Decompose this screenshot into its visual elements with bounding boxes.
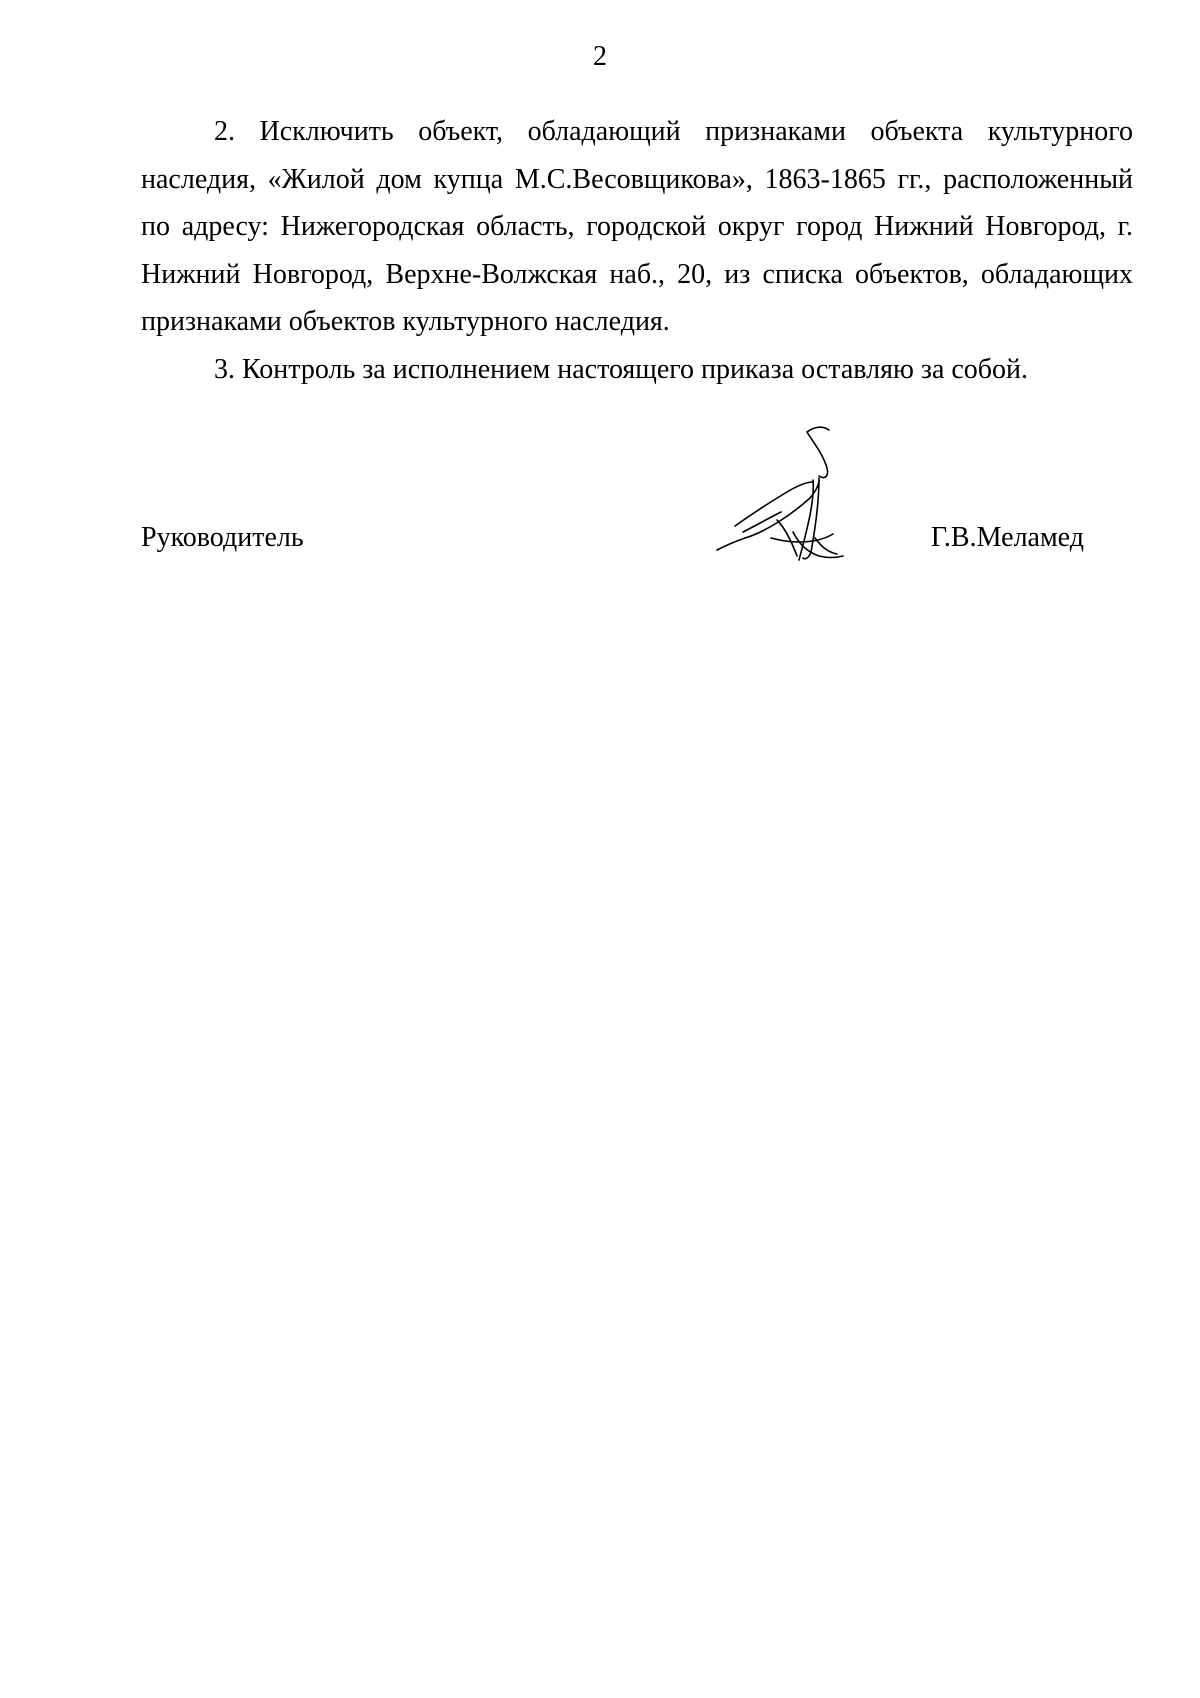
paragraph-item-3: 3. Контроль за исполнением настоящего приказа оставляю за собой.: [214, 353, 1029, 385]
page-number: 2: [593, 41, 607, 72]
signature-block: [141, 518, 1133, 558]
paragraph-item-2: 2. Исключить объект, обладающий признаками объекта культурного наследия, «Жилой дом купца М.С.Весовщикова», 1863-1865 гг., расположенный по адресу: Нижегородская область, городской округ город Нижний Новгород, г. Нижний Новгород, Верхне-Волжская наб., 20, из списка объектов, обладающих признаками объектов культурного наследия.: [141, 116, 1133, 337]
signer-position: Руководитель: [141, 522, 304, 553]
signer-name: Г.В.Меламед: [930, 522, 1084, 553]
document-body: [141, 108, 1133, 393]
